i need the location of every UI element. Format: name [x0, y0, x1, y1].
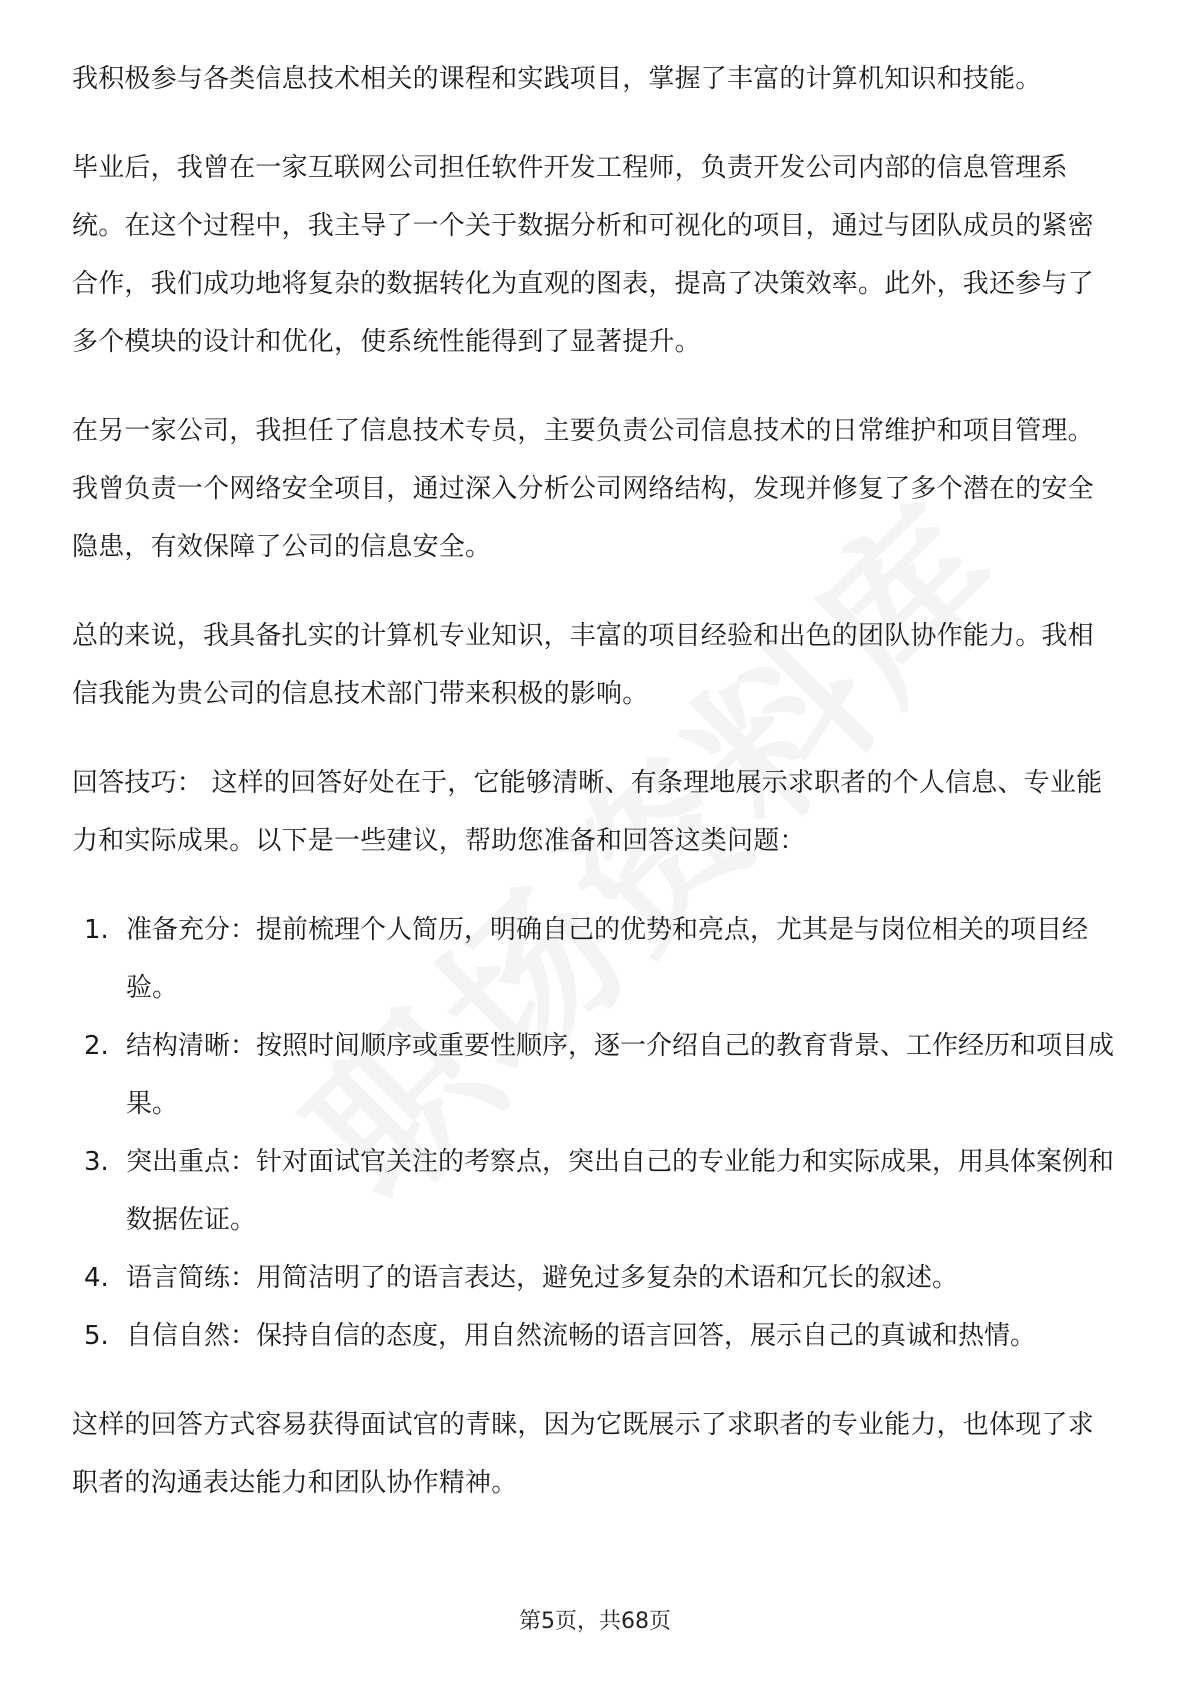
paragraph-it-specialist: 在另一家公司，我担任了信息技术专员，主要负责公司信息技术的日常维护和项目管理。我曾负责一个网络安全项目，通过深入分析公司网络结构，发现并修复了多个潜在的安全隐患，有效保障了公司的信息安全。 [72, 416, 1094, 562]
paragraph-answer-tips: 回答技巧： 这样的回答好处在于，它能够清晰、有条理地展示求职者的个人信息、专业能力和实际成果。以下是一些建议，帮助您准备和回答这类问题： [72, 768, 1103, 856]
list-item [72, 1249, 1117, 1307]
list-item-number: 4. [84, 1263, 109, 1293]
tips-list [72, 901, 1117, 1365]
paragraph-software-engineer: 毕业后，我曾在一家互联网公司担任软件开发工程师，负责开发公司内部的信息管理系统。在这个过程中，我主导了一个关于数据分析和可视化的项目，通过与团队成员的紧密合作，我们成功地将复杂的数据转化为直观的图表，提高了决策效率。此外，我还参与了多个模块的设计和优化，使系统性能得到了显著提升。 [72, 153, 1094, 357]
list-item [72, 1017, 1117, 1133]
list-item-text: 结构清晰：按照时间顺序或重要性顺序，逐一介绍自己的教育背景、工作经历和项目成果。 [126, 1031, 1115, 1119]
list-item-text: 突出重点：针对面试官关注的考察点，突出自己的专业能力和实际成果，用具体案例和数据佐证。 [126, 1147, 1115, 1235]
list-item [72, 1307, 1117, 1365]
list-item [72, 901, 1117, 1017]
list-item [72, 1133, 1117, 1249]
list-item-number: 5. [84, 1321, 109, 1351]
list-item-number: 3. [84, 1147, 109, 1177]
paragraph-summary: 总的来说，我具备扎实的计算机专业知识，丰富的项目经验和出色的团队协作能力。我相信我能为贵公司的信息技术部门带来积极的影响。 [72, 621, 1094, 709]
list-item-number: 1. [84, 915, 109, 945]
document-body [72, 50, 1117, 1543]
page-number: 第5页，共68页 [519, 1609, 671, 1634]
paragraph-skills: 我积极参与各类信息技术相关的课程和实践项目，掌握了丰富的计算机知识和技能。 [72, 64, 1042, 94]
list-item-text: 语言简练：用简洁明了的语言表达，避免过多复杂的术语和冗长的叙述。 [126, 1263, 959, 1293]
list-item-text: 准备充分：提前梳理个人简历，明确自己的优势和亮点，尤其是与岗位相关的项目经验。 [126, 915, 1089, 1003]
list-item-number: 2. [84, 1031, 109, 1061]
list-item-text: 自信自然：保持自信的态度，用自然流畅的语言回答，展示自己的真诚和热情。 [126, 1321, 1037, 1351]
paragraph-closing: 这样的回答方式容易获得面试官的青睐，因为它既展示了求职者的专业能力，也体现了求职者的沟通表达能力和团队协作精神。 [72, 1410, 1094, 1498]
